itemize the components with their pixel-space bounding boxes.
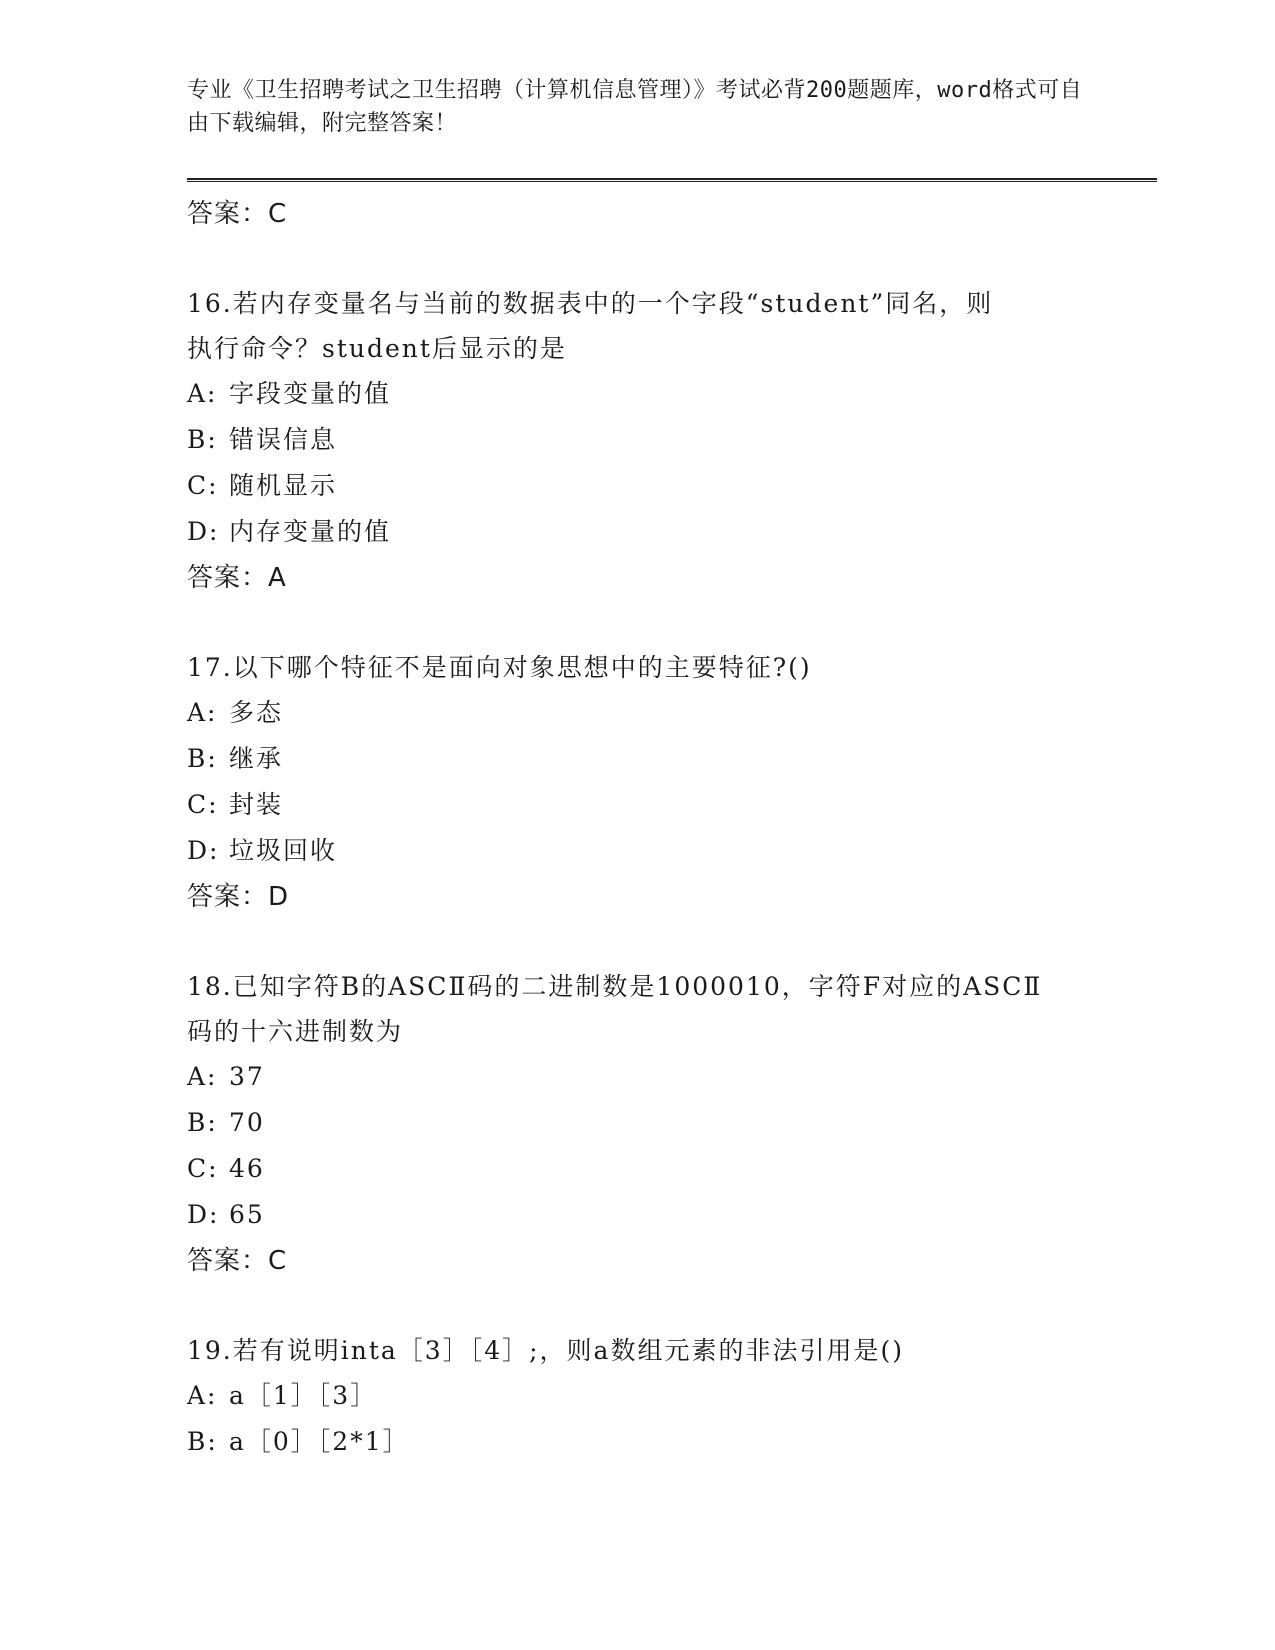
option-b bbox=[187, 736, 1157, 782]
option-letter: A: bbox=[187, 379, 218, 408]
option-a bbox=[187, 1373, 1157, 1419]
question-16 bbox=[187, 281, 1157, 601]
option-letter: B: bbox=[187, 425, 218, 454]
option-letter: B: bbox=[187, 1427, 218, 1456]
header-divider bbox=[187, 178, 1157, 182]
option-text: 多态 bbox=[229, 698, 284, 727]
option-b bbox=[187, 1100, 1157, 1146]
option-d bbox=[187, 509, 1157, 555]
option-c bbox=[187, 1146, 1157, 1192]
answer-line: 答案：D bbox=[187, 882, 290, 912]
question-stem-line: 17.以下哪个特征不是面向对象思想中的主要特征?() bbox=[187, 653, 812, 682]
option-text: 垃圾回收 bbox=[229, 836, 338, 865]
option-letter: B: bbox=[187, 1108, 218, 1137]
question-list bbox=[187, 191, 1157, 1465]
option-c bbox=[187, 463, 1157, 509]
document-header: 专业《卫生招聘考试之卫生招聘（计算机信息管理）》考试必背200题题库，word格式可自由下载编辑，附完整答案！ bbox=[187, 78, 1083, 136]
option-text: 继承 bbox=[229, 744, 284, 773]
option-letter: D: bbox=[187, 836, 220, 865]
option-text: 错误信息 bbox=[229, 425, 338, 454]
option-letter: A: bbox=[187, 1381, 218, 1410]
option-text: 46 bbox=[229, 1154, 265, 1183]
question-19 bbox=[187, 1328, 1157, 1465]
option-a bbox=[187, 1054, 1157, 1100]
option-letter: C: bbox=[187, 471, 219, 500]
question-stem-line: 18.已知字符B的ASCⅡ码的二进制数是1000010，字符F对应的ASCⅡ bbox=[187, 972, 1043, 1001]
option-letter: C: bbox=[187, 1154, 219, 1183]
option-text: 字段变量的值 bbox=[229, 379, 392, 408]
option-text: 封装 bbox=[229, 790, 284, 819]
question-17 bbox=[187, 645, 1157, 920]
question-stem-line: 19.若有说明inta［3］［4］;，则a数组元素的非法引用是() bbox=[187, 1336, 904, 1365]
option-text: 65 bbox=[229, 1200, 265, 1229]
option-b bbox=[187, 1419, 1157, 1465]
option-d bbox=[187, 1192, 1157, 1238]
option-letter: B: bbox=[187, 744, 218, 773]
answer-line: 答案：A bbox=[187, 563, 287, 593]
question-stem-line: 码的十六进制数为 bbox=[187, 1017, 404, 1046]
question-18 bbox=[187, 964, 1157, 1284]
option-letter: D: bbox=[187, 517, 220, 546]
option-text: a［0］［2*1］ bbox=[229, 1427, 410, 1456]
option-letter: A: bbox=[187, 1062, 218, 1091]
option-text: a［1］［3］ bbox=[229, 1381, 378, 1410]
answer-line: 答案：C bbox=[187, 1246, 288, 1276]
option-text: 内存变量的值 bbox=[229, 517, 392, 546]
option-letter: D: bbox=[187, 1200, 220, 1229]
option-a bbox=[187, 371, 1157, 417]
option-text: 70 bbox=[229, 1108, 265, 1137]
option-letter: C: bbox=[187, 790, 219, 819]
option-d bbox=[187, 828, 1157, 874]
previous-answer: 答案：C bbox=[187, 199, 288, 229]
question-stem-line: 执行命令？student后显示的是 bbox=[187, 334, 567, 363]
option-text: 37 bbox=[229, 1062, 265, 1091]
option-a bbox=[187, 690, 1157, 736]
option-letter: A: bbox=[187, 698, 218, 727]
question-stem-line: 16.若内存变量名与当前的数据表中的一个字段“student”同名，则 bbox=[187, 289, 994, 318]
option-c bbox=[187, 782, 1157, 828]
option-text: 随机显示 bbox=[229, 471, 338, 500]
option-b bbox=[187, 417, 1157, 463]
